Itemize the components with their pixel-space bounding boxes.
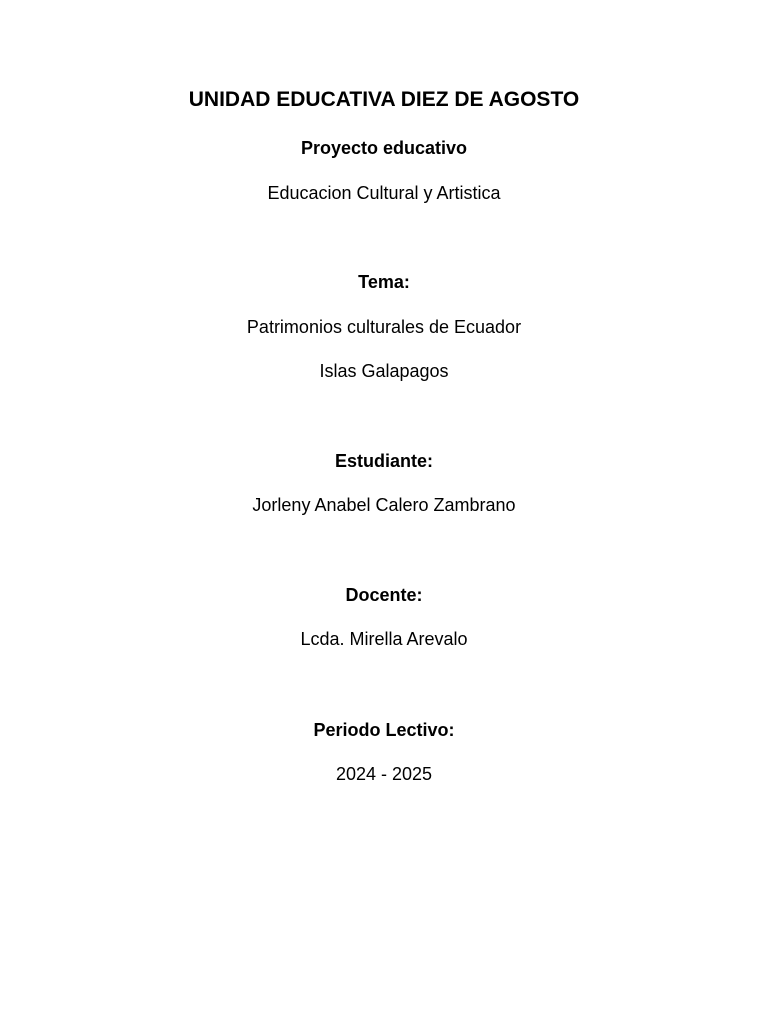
subject-name: Educacion Cultural y Artistica [267, 183, 501, 203]
project-heading: Proyecto educativo [300, 138, 468, 158]
school-name-title: UNIDAD EDUCATIVA DIEZ DE AGOSTO [188, 88, 580, 111]
topic-line-2: Islas Galapagos [319, 361, 449, 381]
period-heading: Periodo Lectivo: [313, 720, 455, 740]
topic-line-1: Patrimonios culturales de Ecuador [246, 317, 522, 337]
student-heading: Estudiante: [334, 451, 433, 471]
teacher-heading: Docente: [345, 585, 423, 605]
student-name: Jorleny Anabel Calero Zambrano [252, 495, 516, 515]
topic-heading: Tema: [358, 272, 410, 292]
period-value: 2024 - 2025 [335, 764, 433, 784]
teacher-name: Lcda. Mirella Arevalo [300, 629, 468, 649]
